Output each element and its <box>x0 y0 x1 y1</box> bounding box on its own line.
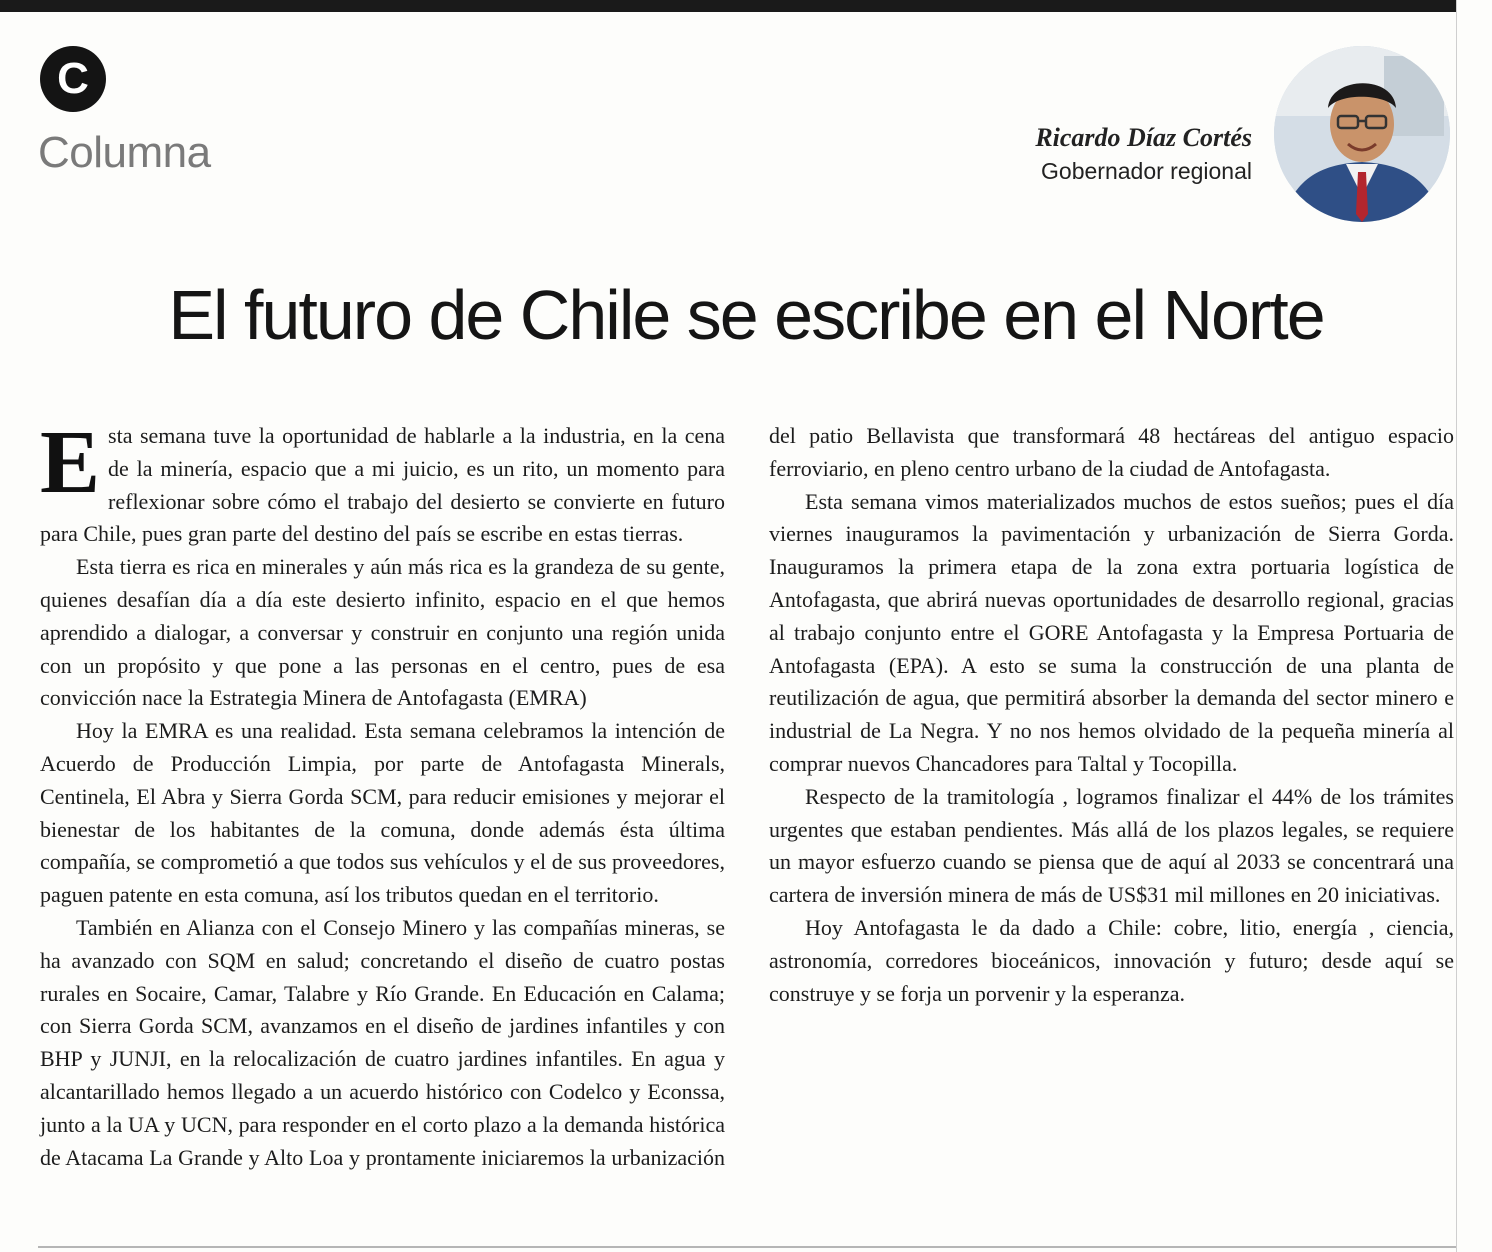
byline <box>1035 122 1252 188</box>
top-rule <box>0 0 1456 12</box>
article-body <box>40 413 1454 1225</box>
article-paragraph: Hoy Antofagasta le da dado a Chile: cobre, litio, energía , ciencia, astronomía, corredores bioceánicos, innovación y futuro; desde aquí se construye y se forja un porvenir y la esperanza. <box>769 914 1454 1006</box>
author-portrait-icon <box>1274 46 1450 222</box>
section-badge: C <box>40 46 106 112</box>
drop-cap: E <box>40 413 101 512</box>
author-role: Gobernador regional <box>1041 158 1252 184</box>
section-label: Columna <box>38 128 211 177</box>
author-portrait-graphic <box>1274 46 1450 222</box>
article-paragraph-text: sta semana tuve la oportunidad de hablarle a la industria, en la cena de la minería, espacio que a mi juicio, es un rito, un momento para reflexionar sobre cómo el trabajo del desierto se convierte en futuro para Chile, pues gran parte del destino del país se escribe en estas tierras. <box>40 423 725 547</box>
author-name: Ricardo Díaz Cortés <box>1035 123 1252 152</box>
headline: El futuro de Chile se escribe en el Norte <box>168 276 1324 354</box>
article-paragraph: También en Alianza con el Consejo Minero y las compañías mineras, se ha avanzado con SQM en salud; concretando el diseño de cuatro postas rurales en Socaire, Camar, Talabre y Río Grande. En Educación en Calama; con Sierra Gorda SCM, avanzamos en el diseño de jardines infantiles y con BHP y JUNJI, en la relocalización de cuatro jardines infantiles. En agua y alcantarillado hemos llegado a un acuerdo histórico con Codelco y Econssa, junto a la UA y UCN, para responder en el corto plazo a la demanda histórica de Atacama La Grande y Alto Loa y prontamente iniciaremos la urbanización del patio Bellavista que transformará 48 hectáreas del antiguo espacio ferroviario, en pleno centro urbano de la ciudad de Antofagasta. <box>40 423 1454 1170</box>
article-paragraph: Respecto de la tramitología , logramos finalizar el 44% de los trámites urgentes que estaban pendientes. Más allá de los plazos legales, se requiere un mayor esfuerzo cuando se piensa que de aquí al 2033 se concentrará una cartera de inversión minera de más de US$31 mil millones en 20 iniciativas. <box>769 783 1454 908</box>
article-paragraph: Hoy la EMRA es una realidad. Esta semana celebramos la intención de Acuerdo de Producción Limpia, por parte de Antofagasta Minerals, Centinela, El Abra y Sierra Gorda SCM, para reducir emisiones y mejorar el bienestar de los habitantes de la comuna, donde además ésta última compañía, se comprometió a que todos sus vehículos y el de sus proveedores, paguen patente en esta comuna, así los tributos quedan en el territorio. <box>40 718 725 908</box>
article-paragraph: Esta semana vimos materializados muchos de estos sueños; pues el día viernes inauguramos la pavimentación y urbanización de Sierra Gorda. Inauguramos la primera etapa de la zona extra portuaria logística de Antofagasta, que abrirá nuevas oportunidades de desarrollo regional, gracias al trabajo conjunto entre el GORE Antofagasta y la Empresa Portuaria de Antofagasta (EPA). A esto se suma la construcción de una planta de reutilización de agua, que permitirá absorber la demanda del sector minero e industrial de La Negra. Y no nos hemos olvidado de la pequeña minería al comprar nuevos Chancadores para Taltal y Tocopilla. <box>769 488 1454 776</box>
bottom-rule <box>38 1246 1456 1248</box>
article-paragraph: Esta tierra es rica en minerales y aún más rica es la grandeza de su gente, quienes desafían día a día este desierto infinito, espacio en el que hemos aprendido a dialogar, a conversar y construir en conjunto una región unida con un propósito y que pone a las personas en el centro, pues de esa convicción nace la Estrategia Minera de Antofagasta (EMRA) <box>40 554 725 711</box>
article-paragraph <box>40 413 725 551</box>
page-edge-rule <box>1456 0 1457 1252</box>
